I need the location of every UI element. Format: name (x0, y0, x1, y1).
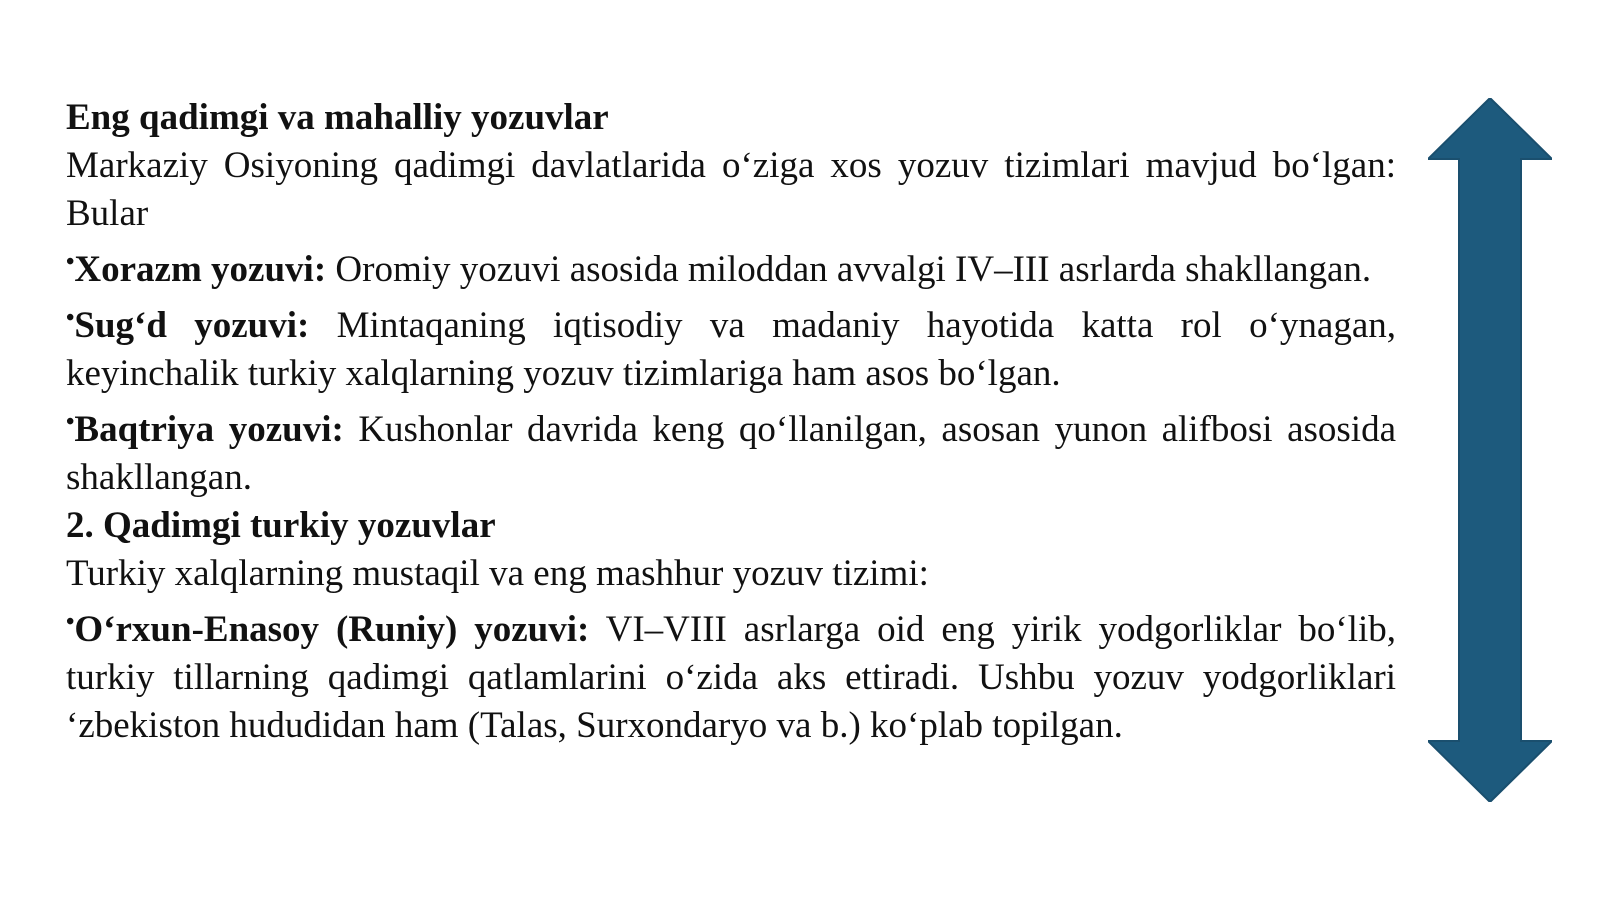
section-heading-ancient-scripts: Eng qadimgi va mahalliy yozuvlar (66, 97, 609, 138)
bullet-item-sogdian (66, 294, 1396, 398)
arrow-shape (1428, 98, 1552, 802)
bullet-item-khorezm (66, 238, 1396, 294)
bullet-marker: • (66, 409, 75, 435)
section-heading-turkic-scripts: 2. Qadimgi turkiy yozuvlar (66, 505, 496, 546)
bullet-marker: • (66, 305, 75, 331)
bullet-term: O‘rxun-Enasoy (Runiy) yozuvi: (74, 609, 590, 650)
intro-paragraph: Markaziy Osiyoning qadimgi davlatlarida o‘ziga xos yozuv tizimlari mavjud bo‘lgan: Bular (66, 145, 1396, 234)
bullet-item-orkhon-yenisei (66, 598, 1396, 750)
bullet-text: Mintaqaning iqtisodiy va madaniy hayotida katta rol o‘ynagan, keyinchalik turkiy xalqlarning yozuv tizimlariga ham asos bo‘lgan. (66, 305, 1396, 394)
bullet-term: Xorazm yozuvi: (74, 249, 327, 290)
double-headed-vertical-arrow-icon (1428, 98, 1552, 802)
bullet-marker: • (66, 249, 75, 275)
bullet-term: Sug‘d yozuvi: (74, 305, 310, 346)
bullet-marker: • (66, 609, 75, 635)
bullet-text: VI–VIII asrlarga oid eng yirik yodgorliklar bo‘lib, turkiy tillarning qadimgi qatlamlarini o‘zida aks ettiradi. Ushbu yozuv yodgorliklari ‘zbekiston hududidan ham (Talas, Surxondaryo va b.) ko‘plab topilgan. (66, 609, 1396, 746)
bullet-text: Kushonlar davrida keng qo‘llanilgan, asosan yunon alifbosi asosida shakllangan. (66, 409, 1397, 498)
bullet-term: Baqtriya yozuvi: (74, 409, 344, 450)
bullet-item-bactrian (66, 398, 1396, 502)
bullet-text: Oromiy yozuvi asosida miloddan avvalgi IV–III asrlarda shakllangan. (326, 249, 1372, 290)
intro-paragraph-turkic: Turkiy xalqlarning mustaqil va eng mashhur yozuv tizimi: (66, 553, 929, 594)
slide-text-body (66, 94, 1396, 750)
